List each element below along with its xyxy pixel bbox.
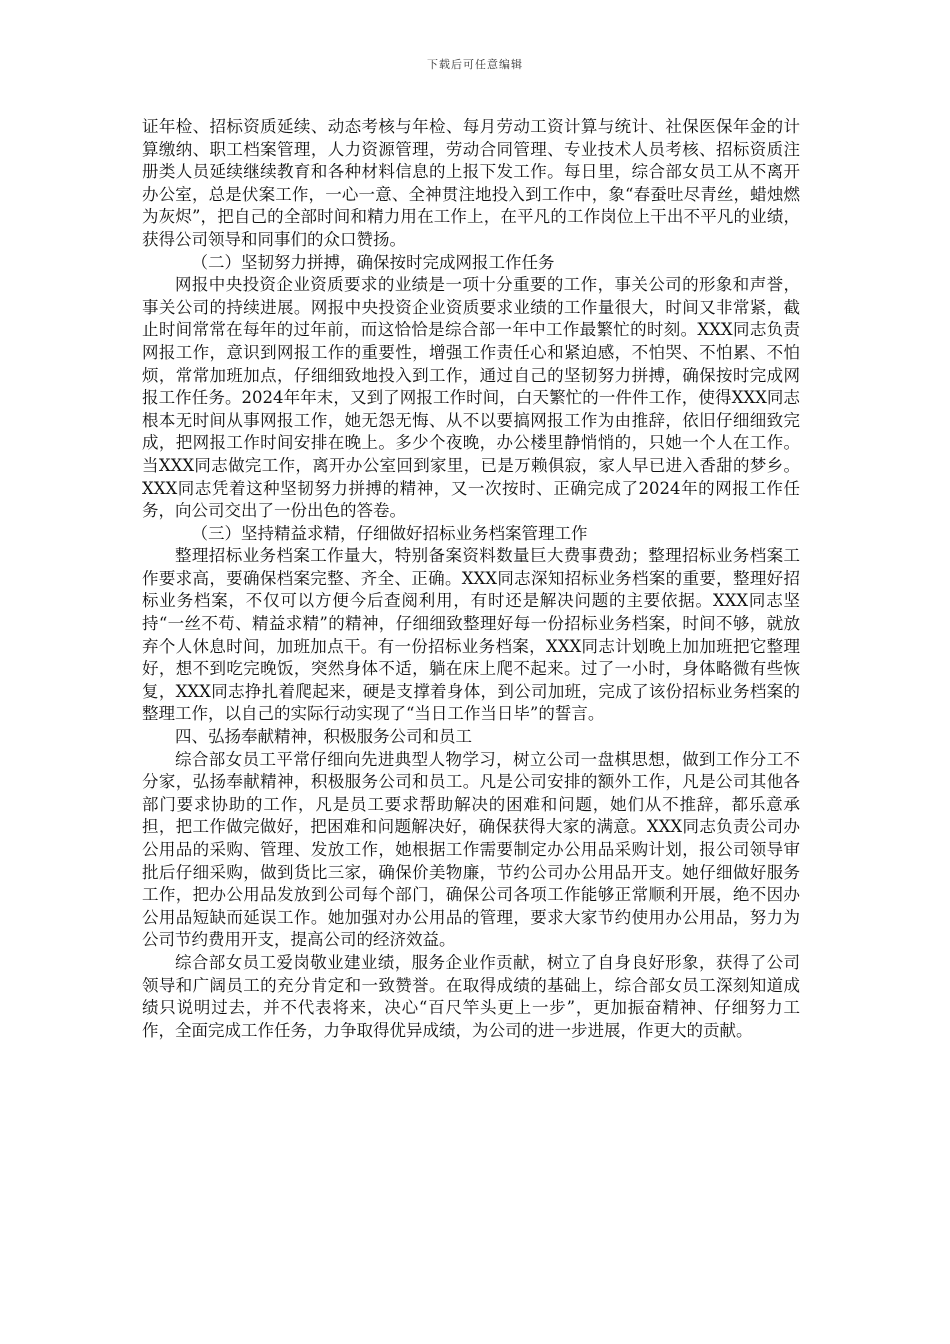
section-heading-4: 四、弘扬奉献精神，积极服务公司和员工 (175, 727, 472, 747)
section-heading-2: （二）坚韧努力拼搏，确保按时完成网报工作任务 (191, 252, 555, 272)
paragraph-service: 综合部女员工平常仔细向先进典型人物学习，树立公司一盘棋思想，做到工作分工不分家，弘扬奉献精神，积极服务公司和员工。凡是公司安排的额外工作，凡是公司其他各部门要求协助的工作，凡是员工要求帮助解决的困难和问题，她们从不推辞，都乐意承担，把工作做完做好，把困难和问题解决好，确保获得大家的满意。XXX同志负责公司办公用品的采购、管理、发放工作，她根据工作需要制定办公用品采购计划，报公司领导审批后仔细采购，做到货比三家，确保价美物廉，节约公司办公用品开支。她仔细做好服务工作，把办公用品发放到公司每个部门，确保公司各项工作能够正常顺利开展，绝不因办公用品短缺而延误工作。她加强对办公用品的管理，要求大家节约使用办公用品，努力为公司节约费用开支，提高公司的经济效益。 (142, 749, 800, 950)
document-body (142, 116, 800, 1042)
paragraph-archive: 整理招标业务档案工作量大，特别备案资料数量巨大费事费劲；整理招标业务档案工作要求高，要确保档案完整、齐全、正确。XXX同志深知招标业务档案的重要，整理好招标业务档案，不仅可以方便今后查阅利用，有时还是解决问题的主要依据。XXX同志坚持“一丝不苟、精益求精”的精神，仔细细致整理好每一份招标业务档案，时间不够，就放弃个人休息时间，加班加点干。有一份招标业务档案，XXX同志计划晚上加加班把它整理好，想不到吃完晚饭，突然身体不适，躺在床上爬不起来。过了一小时，身体略微有些恢复，XXX同志挣扎着爬起来，硬是支撑着身体，到公司加班，完成了该份招标业务档案的整理工作，以自己的实际行动实现了“当日工作当日毕”的誓言。 (142, 546, 800, 724)
paragraph-continued: 证年检、招标资质延续、动态考核与年检、每月劳动工资计算与统计、社保医保年金的计算缴纳、职工档案管理，人力资源管理，劳动合同管理、专业技术人员考核、招标资质注册类人员延续继续教育和各种材料信息的上报下发工作。每日里，综合部女员工从不离开办公室，总是伏案工作，一心一意、全神贯注地投入到工作中，象“春蚕吐尽青丝，蜡烛燃为灰烬”，把自己的全部时间和精力用在工作上，在平凡的工作岗位上干出不平凡的业绩，获得公司领导和同事们的众口赞扬。 (142, 117, 800, 249)
paragraph-conclusion: 综合部女员工爱岗敬业建业绩，服务企业作贡献，树立了自身良好形象，获得了公司领导和广阔员工的充分肯定和一致赞誉。在取得成绩的基础上，综合部女员工深刻知道成绩只说明过去，并不代表将来，决心“百尺竿头更上一步”，更加振奋精神、仔细努力工作，全面完成工作任务，力争取得优异成绩，为公司的进一步进展，作更大的贡献。 (142, 952, 800, 1040)
page-header-note: 下载后可任意编辑 (427, 58, 523, 71)
paragraph-online-report: 网报中央投资企业资质要求的业绩是一项十分重要的工作，事关公司的形象和声誉，事关公司的持续进展。网报中央投资企业资质要求业绩的工作量很大，时间又非常紧，截止时间常常在每年的过年前，而这恰恰是综合部一年中工作最繁忙的时刻。XXX同志负责网报工作，意识到网报工作的重要性，增强工作责任心和紧迫感，不怕哭、不怕累、不怕烦，常常加班加点，仔细细致地投入到工作，通过自己的坚韧努力拼搏，确保按时完成网报工作任务。2024年年末，又到了网报工作时间，白天繁忙的一件件工作，使得XXX同志根本无时间从事网报工作，她无怨无悔、从不以要搞网报工作为由推辞，依旧仔细细致完成，把网报工作时间安排在晚上。多少个夜晚，办公楼里静悄悄的，只她一个人在工作。当XXX同志做完工作，离开办公室回到家里，已是万赖俱寂，家人早已进入香甜的梦乡。XXX同志凭着这种坚韧努力拼搏的精神，又一次按时、正确完成了2024年的网报工作任务，向公司交出了一份出色的答卷。 (142, 275, 800, 521)
section-heading-3: （三）坚持精益求精，仔细做好招标业务档案管理工作 (191, 523, 588, 543)
